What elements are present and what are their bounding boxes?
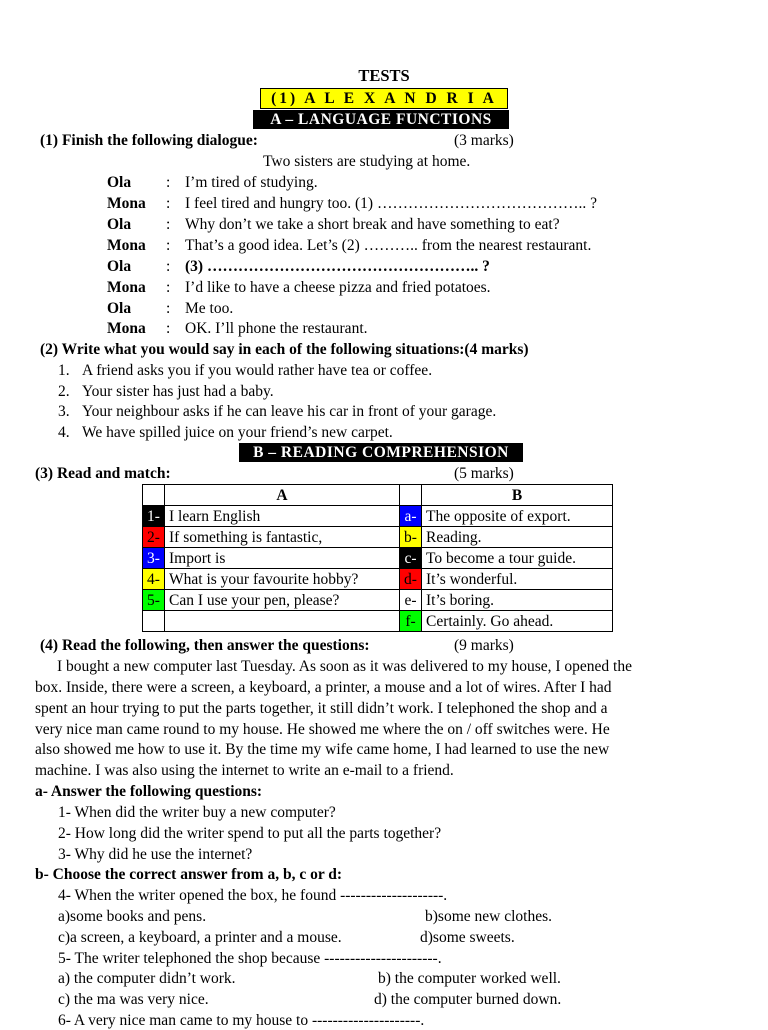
region-banner: (1) A L E X A N D R I A (260, 88, 508, 109)
dialogue-speaker: Ola (107, 216, 132, 233)
q4-marks: (9 marks) (454, 637, 514, 654)
dialogue-speaker: Mona (107, 237, 146, 254)
dialogue-colon: : (166, 174, 171, 191)
section-a-heading: A – LANGUAGE FUNCTIONS (253, 110, 509, 129)
mcq-option: d)some sweets. (420, 929, 515, 946)
mcq-option: a)some books and pens. (58, 908, 207, 925)
dialogue-text: (3) …………………………………………….. ? (185, 258, 490, 275)
dialogue-speaker: Ola (107, 258, 132, 275)
item-letter: f- (400, 611, 422, 632)
header-blank (143, 485, 165, 506)
column-a-header: A (165, 485, 400, 506)
passage-line: spent an hour trying to put the parts together, it still didn’t work. I telephoned the shop and a (35, 700, 608, 717)
mcq-option: a) the computer didn’t work. (58, 970, 236, 987)
item-number: 2- (143, 527, 165, 548)
question-item: 3- Why did he use the internet? (58, 846, 253, 863)
item-number (143, 611, 165, 632)
dialogue-text: I feel tired and hungry too. (1) ………………………………….. ? (185, 195, 597, 212)
column-b-cell: It’s wonderful. (422, 569, 613, 590)
table-row (143, 527, 613, 548)
passage-line: box. Inside, there were a screen, a keyboard, a printer, a mouse and a lot of wires. After I had (35, 679, 612, 696)
q3-label: (3) Read and match: (35, 465, 171, 482)
list-text: Your neighbour asks if he can leave his car in front of your garage. (82, 403, 497, 420)
item-letter: e- (400, 590, 422, 611)
dialogue-speaker: Mona (107, 279, 146, 296)
table-row (143, 590, 613, 611)
dialogue-colon: : (166, 216, 171, 233)
table-header-row (143, 485, 613, 506)
column-b-header: B (422, 485, 613, 506)
column-b-cell: The opposite of export. (422, 506, 613, 527)
q3-marks: (5 marks) (454, 465, 514, 482)
column-b-cell: To become a tour guide. (422, 548, 613, 569)
item-number: 4- (143, 569, 165, 590)
mcq-question: 5- The writer telephoned the shop because ----------------------. (58, 950, 442, 967)
column-b-cell: Certainly. Go ahead. (422, 611, 613, 632)
mcq-question: 4- When the writer opened the box, he found --------------------. (58, 887, 448, 904)
passage-line: very nice man came round to my house. He showed me where the on / off switches were. He (35, 721, 610, 738)
list-number: 1. (58, 362, 70, 379)
column-a-cell: I learn English (165, 506, 400, 527)
section-b-heading: B – READING COMPREHENSION (239, 443, 523, 462)
mcq-option: d) the computer burned down. (374, 991, 562, 1008)
question-item: 2- How long did the writer spend to put all the parts together? (58, 825, 442, 842)
list-text: A friend asks you if you would rather have tea or coffee. (82, 362, 433, 379)
dialogue-text: OK. I’ll phone the restaurant. (185, 320, 368, 337)
q1-label: (1) Finish the following dialogue: (40, 132, 258, 149)
dialogue-text: Me too. (185, 300, 234, 317)
mcq-option: c)a screen, a keyboard, a printer and a mouse. (58, 929, 342, 946)
dialogue-colon: : (166, 195, 171, 212)
passage-line: I bought a new computer last Tuesday. As soon as it was delivered to my house, I opened the (57, 658, 632, 675)
mcq-question: 6- A very nice man came to my house to ---------------------. (58, 1012, 425, 1029)
dialogue-colon: : (166, 320, 171, 337)
question-item: 1- When did the writer buy a new computer? (58, 804, 336, 821)
header-blank (400, 485, 422, 506)
q1-intro: Two sisters are studying at home. (263, 153, 471, 170)
dialogue-speaker: Mona (107, 195, 146, 212)
list-text: We have spilled juice on your friend’s new carpet. (82, 424, 393, 441)
part-a-label: a- Answer the following questions: (35, 783, 263, 800)
dialogue-colon: : (166, 258, 171, 275)
item-letter: c- (400, 548, 422, 569)
dialogue-text: I’d like to have a cheese pizza and fried potatoes. (185, 279, 491, 296)
mcq-option: c) the ma was very nice. (58, 991, 209, 1008)
dialogue-text: Why don’t we take a short break and have something to eat? (185, 216, 560, 233)
dialogue-colon: : (166, 279, 171, 296)
q4-label: (4) Read the following, then answer the questions: (40, 637, 370, 654)
item-number: 1- (143, 506, 165, 527)
dialogue-colon: : (166, 300, 171, 317)
list-text: Your sister has just had a baby. (82, 383, 274, 400)
item-letter: b- (400, 527, 422, 548)
dialogue-speaker: Mona (107, 320, 146, 337)
item-letter: d- (400, 569, 422, 590)
part-b-label: b- Choose the correct answer from a, b, c or d: (35, 866, 343, 883)
q2-label: (2) Write what you would say in each of the following situations:(4 marks) (40, 341, 529, 358)
dialogue-colon: : (166, 237, 171, 254)
table-row (143, 548, 613, 569)
column-a-cell: Can I use your pen, please? (165, 590, 400, 611)
match-table (142, 484, 613, 632)
table-row (143, 569, 613, 590)
column-b-cell: It’s boring. (422, 590, 613, 611)
list-number: 4. (58, 424, 70, 441)
column-a-cell: What is your favourite hobby? (165, 569, 400, 590)
dialogue-text: I’m tired of studying. (185, 174, 318, 191)
item-number: 5- (143, 590, 165, 611)
list-number: 3. (58, 403, 70, 420)
list-number: 2. (58, 383, 70, 400)
table-row (143, 506, 613, 527)
column-a-cell (165, 611, 400, 632)
mcq-option: b) the computer worked well. (378, 970, 561, 987)
item-number: 3- (143, 548, 165, 569)
dialogue-text: That’s a good idea. Let’s (2) ……….. from the nearest restaurant. (185, 237, 592, 254)
column-a-cell: Import is (165, 548, 400, 569)
q1-marks: (3 marks) (454, 132, 514, 149)
dialogue-speaker: Ola (107, 300, 132, 317)
page-title: TESTS (358, 66, 410, 85)
dialogue-speaker: Ola (107, 174, 132, 191)
column-a-cell: If something is fantastic, (165, 527, 400, 548)
item-letter: a- (400, 506, 422, 527)
column-b-cell: Reading. (422, 527, 613, 548)
table-row (143, 611, 613, 632)
mcq-option: b)some new clothes. (425, 908, 552, 925)
passage-line: machine. I was also using the internet to write an e-mail to a friend. (35, 762, 454, 779)
passage-line: also showed me how to use it. By the time my wife came home, I had learned to use the new (35, 741, 610, 758)
